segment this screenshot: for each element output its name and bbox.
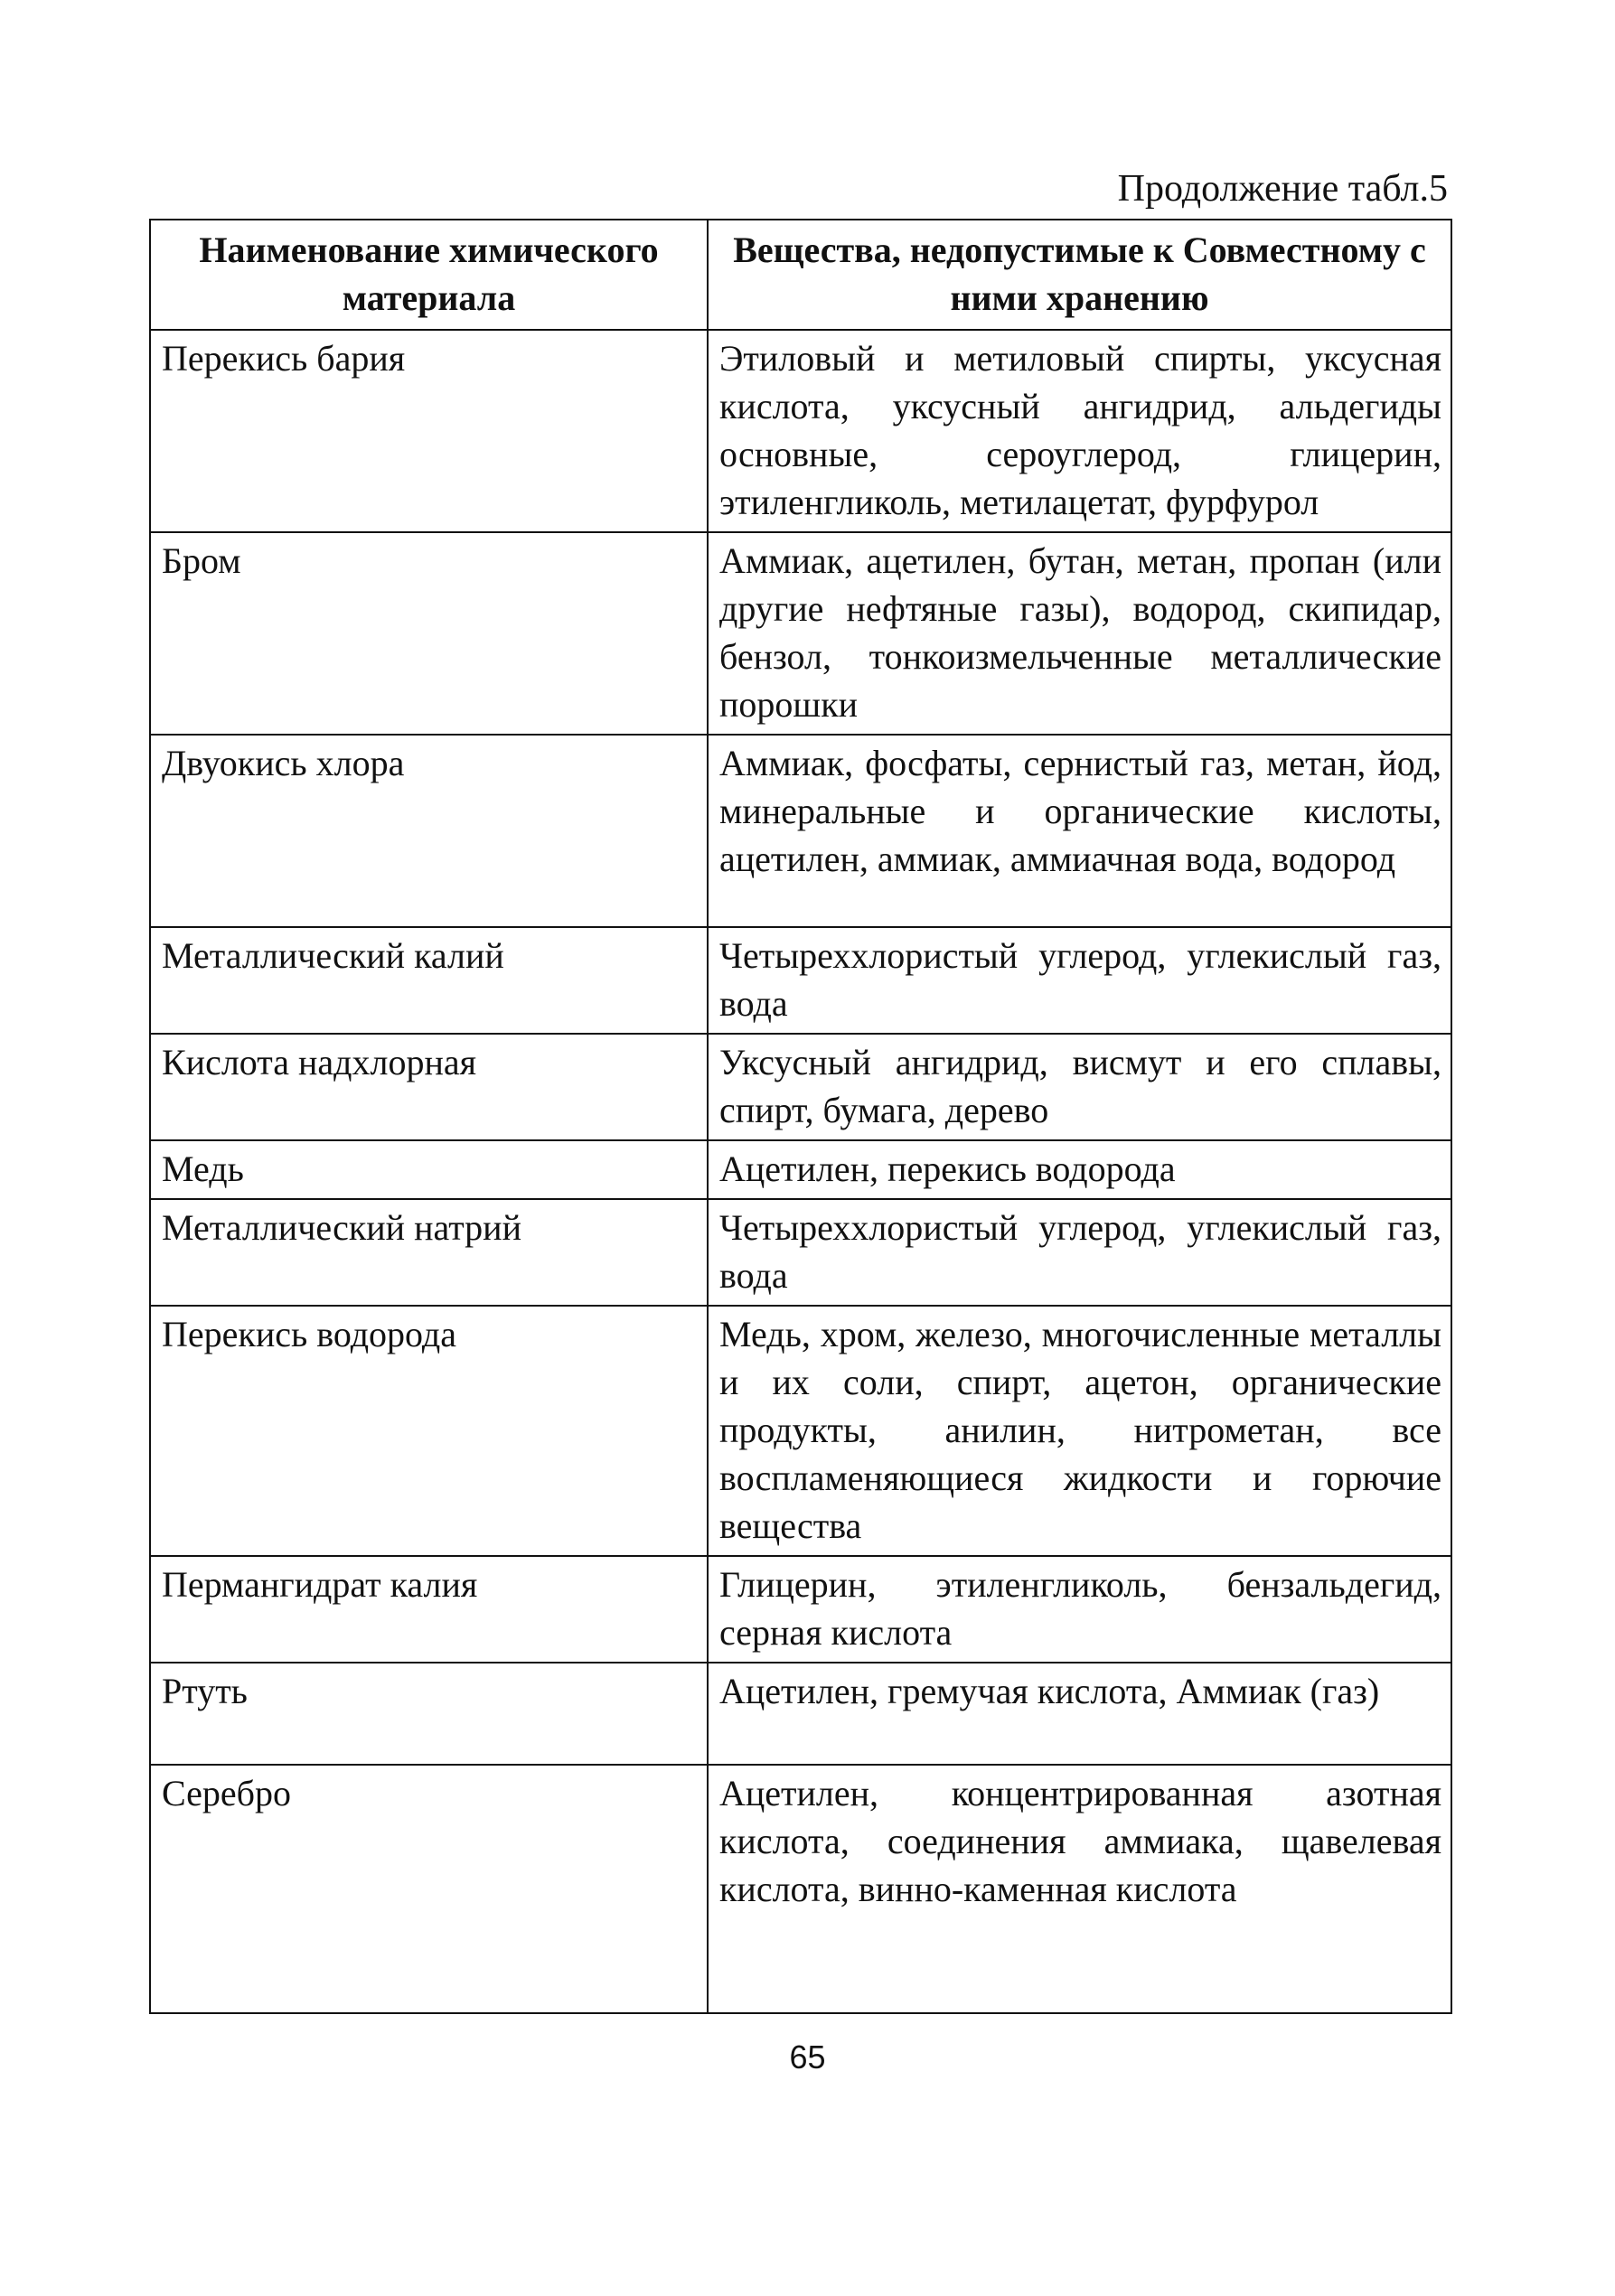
table-row [150, 1663, 1451, 1765]
material-name: Бром [150, 532, 708, 735]
incompatible-list: Медь, хром, железо, многочисленные металлы и их соли, спирт, ацетон, органические продукты, анилин, нитрометан, все воспламеняющиеся жидкости и горючие вещества [708, 1306, 1451, 1556]
page-number: 65 [789, 2038, 826, 2076]
header-chemical-material: Наименование химического материала [150, 220, 708, 330]
incompatible-list: Аммиак, ацетилен, бутан, метан, пропан (или другие нефтяные газы), водород, скипидар, бензол, тонкоизмельченные металлические порошки [708, 532, 1451, 735]
table-row [150, 1556, 1451, 1663]
table-row [150, 735, 1451, 927]
table-header-row [150, 220, 1451, 330]
material-name: Серебро [150, 1765, 708, 2013]
material-name: Двуокись хлора [150, 735, 708, 927]
incompatible-list: Ацетилен, гремучая кислота, Аммиак (газ) [708, 1663, 1451, 1765]
material-name: Перекись бария [150, 330, 708, 532]
incompatible-list: Ацетилен, перекись водорода [708, 1140, 1451, 1199]
incompatible-list: Уксусный ангидрид, висмут и его сплавы, спирт, бумага, дерево [708, 1034, 1451, 1140]
table-row [150, 1765, 1451, 2013]
material-name: Ртуть [150, 1663, 708, 1765]
table-row [150, 1034, 1451, 1140]
incompatible-substances-table [149, 219, 1452, 2014]
table-row [150, 1306, 1451, 1556]
incompatible-list: Аммиак, фосфаты, сернистый газ, метан, йод, минеральные и органические кислоты, ацетилен, аммиак, аммиачная вода, водород [708, 735, 1451, 927]
table-row [150, 1140, 1451, 1199]
table-row [150, 532, 1451, 735]
table-caption: Продолжение табл.5 [1117, 168, 1448, 210]
material-name: Пермангидрат калия [150, 1556, 708, 1663]
material-name: Перекись водорода [150, 1306, 708, 1556]
incompatible-list: Ацетилен, концентрированная азотная кислота, соединения аммиака, щавелевая кислота, винно-каменная кислота [708, 1765, 1451, 2013]
incompatible-list: Четыреххлористый углерод, углекислый газ, вода [708, 927, 1451, 1034]
header-incompatible-substances: Вещества, недопустимые к Совместному с ними хранению [708, 220, 1451, 330]
table-row [150, 330, 1451, 532]
material-name: Металлический натрий [150, 1199, 708, 1306]
table-row [150, 927, 1451, 1034]
incompatible-list: Этиловый и метиловый спирты, уксусная кислота, уксусный ангидрид, альдегиды основные, сероуглерод, глицерин, этиленгликоль, метилацетат, фурфурол [708, 330, 1451, 532]
table-row [150, 1199, 1451, 1306]
material-name: Кислота надхлорная [150, 1034, 708, 1140]
incompatible-list: Глицерин, этиленгликоль, бензальдегид, серная кислота [708, 1556, 1451, 1663]
incompatible-list: Четыреххлористый углерод, углекислый газ, вода [708, 1199, 1451, 1306]
material-name: Медь [150, 1140, 708, 1199]
material-name: Металлический калий [150, 927, 708, 1034]
